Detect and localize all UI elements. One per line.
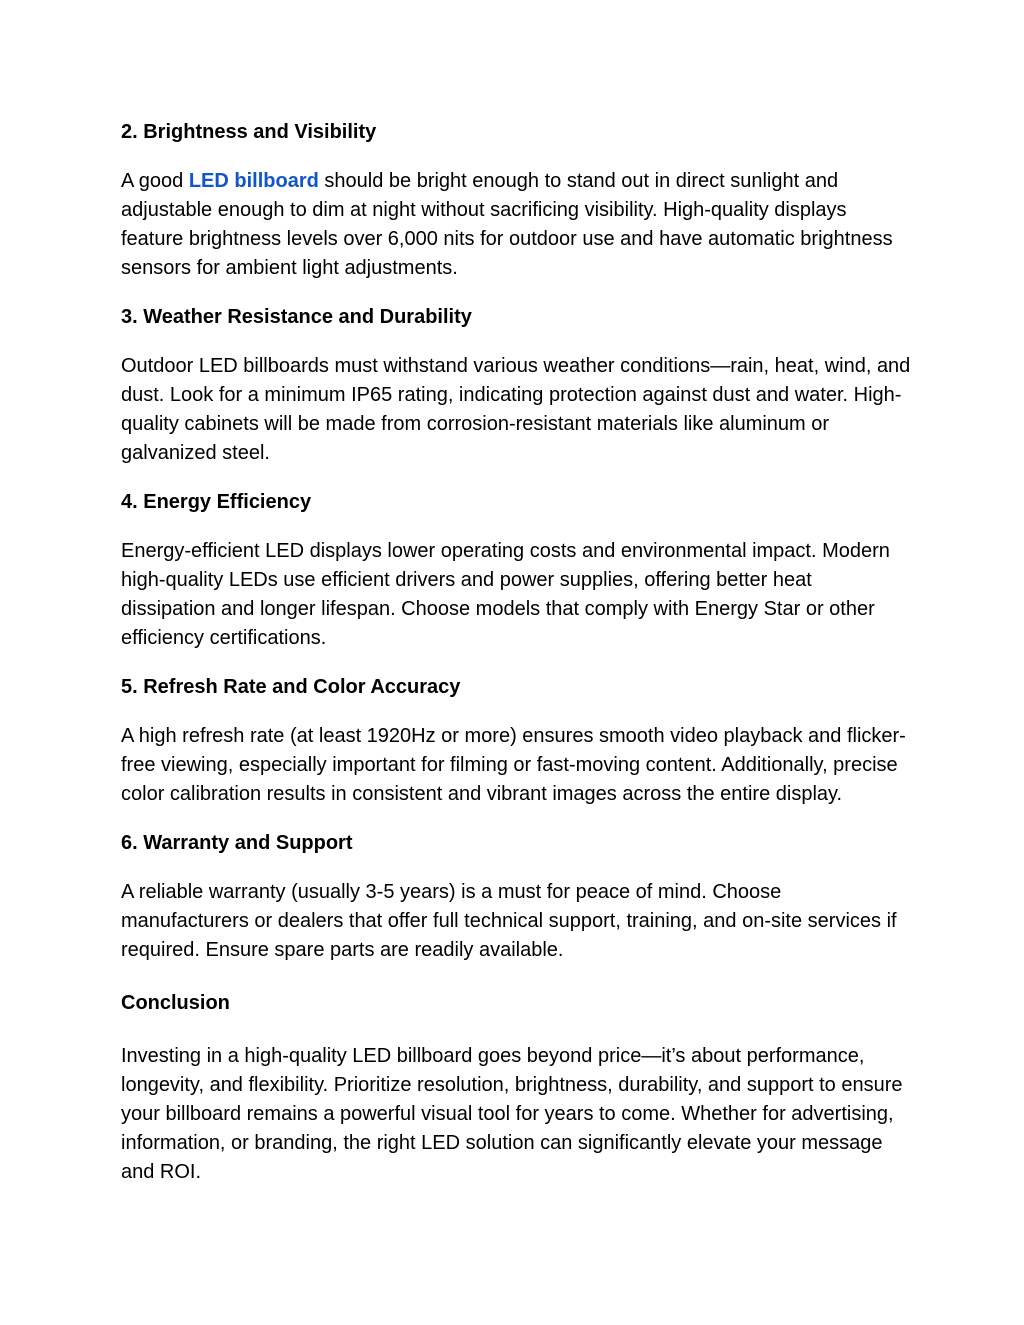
section-heading-brightness: 2. Brightness and Visibility	[121, 121, 377, 143]
section-heading-weather: 3. Weather Resistance and Durability	[121, 306, 472, 328]
section-paragraph-weather: Outdoor LED billboards must withstand various weather conditions—rain, heat, wind, and dust. Look for a minimum IP65 rating, indicating protection against dust and water. High-quality cabinets will be made from corrosion-resistant materials like aluminum or galvanized steel.	[121, 355, 911, 464]
led-billboard-link[interactable]: LED billboard	[188, 170, 319, 192]
paragraph-text-rest: should be bright enough to stand out in direct sunlight and adjustable enough to dim at night without sacrificing visibility. High-quality displays feature brightness levels over 6,000 nits for outdoor use and have automatic brightness sensors for ambient light adjustments.	[121, 170, 893, 279]
section-heading-conclusion: Conclusion	[121, 992, 230, 1014]
section-heading-refresh: 5. Refresh Rate and Color Accuracy	[121, 676, 461, 698]
paragraph-text-lead: A good	[121, 170, 189, 192]
section-heading-energy: 4. Energy Efficiency	[121, 491, 312, 513]
section-paragraph-conclusion: Investing in a high-quality LED billboard goes beyond price—it’s about performance, longevity, and flexibility. Prioritize resolution, brightness, durability, and support to ensure your billboard remains a powerful visual tool for years to come. Whether for advertising, information, or branding, the right LED solution can significantly elevate your message and ROI.	[121, 1045, 903, 1183]
section-heading-warranty: 6. Warranty and Support	[121, 832, 353, 854]
section-paragraph-warranty: A reliable warranty (usually 3-5 years) is a must for peace of mind. Choose manufacturers or dealers that offer full technical support, training, and on-site services if required. Ensure spare parts are readily available.	[121, 881, 897, 961]
section-paragraph-energy: Energy-efficient LED displays lower operating costs and environmental impact. Modern high-quality LEDs use efficient drivers and power supplies, offering better heat dissipation and longer lifespan. Choose models that comply with Energy Star or other efficiency certifications.	[121, 540, 890, 649]
section-paragraph-refresh: A high refresh rate (at least 1920Hz or more) ensures smooth video playback and flicker-free viewing, especially important for filming or fast-moving content. Additionally, precise color calibration results in consistent and vibrant images across the entire display.	[121, 725, 906, 805]
document-page	[121, 118, 911, 1187]
section-paragraph-brightness	[121, 167, 911, 283]
